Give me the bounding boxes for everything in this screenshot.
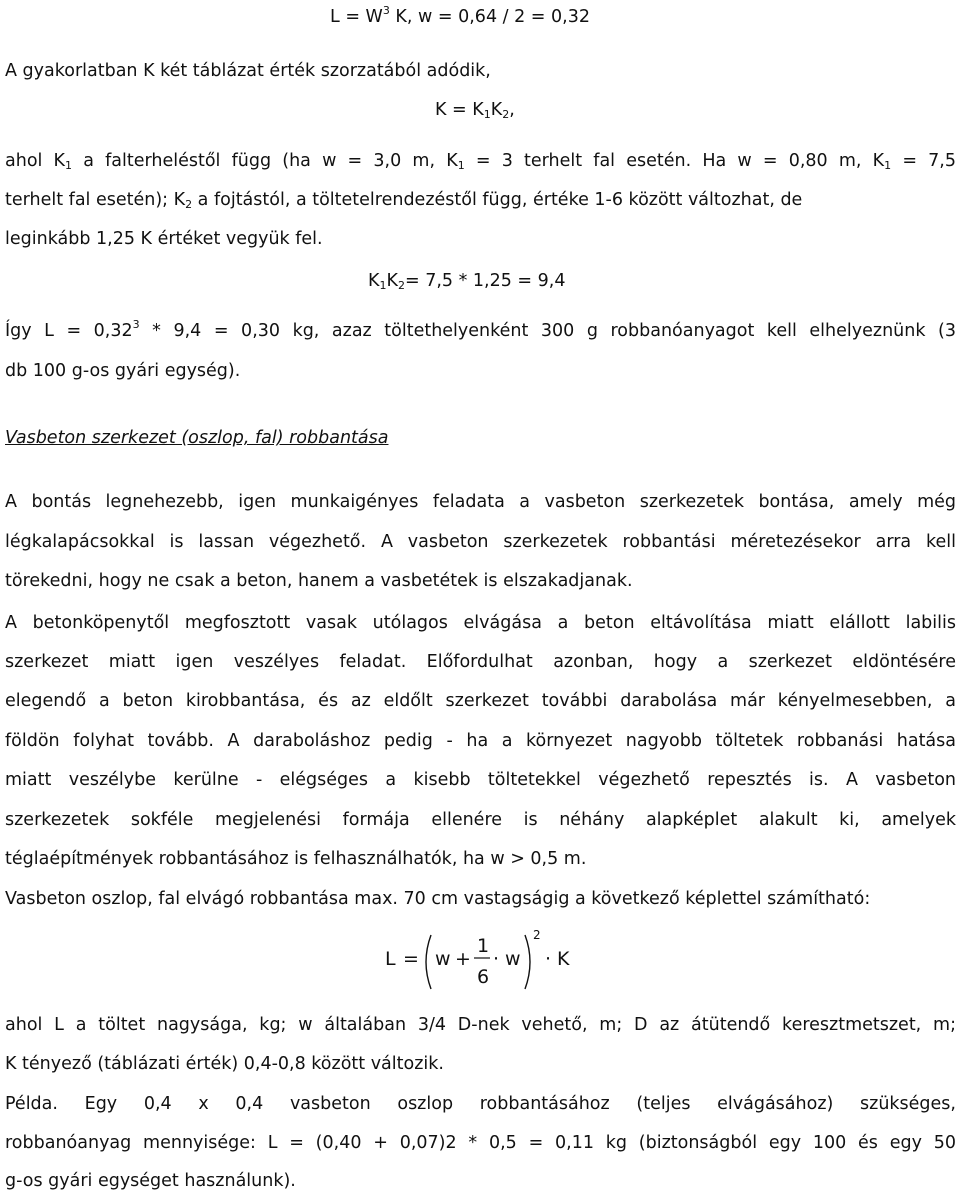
section-title: Vasbeton szerkezet (oszlop, fal) robbantása	[5, 428, 389, 448]
p3-text-b: * 9,4 = 0,30 kg, azaz töltethelyenként 300 g robbanóanyagot kell elhelyeznünk (3	[139, 321, 956, 341]
paragraph-8-line-2: robbanóanyag mennyisége: L = (0,40 + 0,07)2 * 0,5 = 0,11 kg (biztonságból egy 100 és egy 50	[5, 1133, 956, 1153]
paragraph-5-line-1: A betonköpenytől megfosztott vasak utólagos elvágása a beton eltávolítása miatt elállott labilis	[5, 613, 956, 633]
p3-text-a: Így L = 0,32	[5, 321, 133, 341]
p2-text-b: a falterheléstől függ (ha w = 3,0 m, K	[72, 151, 458, 171]
header-formula-exponent: 3	[382, 4, 390, 17]
k12-k2: K	[386, 271, 398, 291]
paragraph-5-line-4: földön folyhat tovább. A daraboláshoz pedig - ha a környezet nagyobb töltetek robbanási hatása	[5, 731, 956, 751]
formula-dot-2: ·	[545, 948, 552, 970]
k-formula-k: K = K	[435, 100, 484, 120]
paragraph-4-line-3: törekedni, hogy ne csak a beton, hanem a vasbetétek is elszakadjanak.	[5, 571, 633, 591]
formula-w1: w	[435, 948, 451, 970]
formula-K: K	[557, 948, 570, 970]
formula-denominator: 6	[477, 966, 490, 988]
k12-sub2: 2	[397, 279, 405, 292]
header-formula-left: L = W	[330, 7, 383, 27]
p2-line2-sub: 2	[185, 198, 193, 211]
paragraph-1: A gyakorlatban K két táblázat érték szorzatából adódik,	[5, 61, 491, 81]
k12-sub1: 1	[379, 279, 387, 292]
formula-exponent: 2	[533, 928, 541, 942]
k-formula-sub2: 2	[502, 108, 510, 121]
formula-equals: =	[403, 948, 419, 970]
k-formula-k2: K	[490, 100, 503, 120]
formula-plus: +	[455, 948, 471, 970]
p2-sub-a: 1	[65, 159, 73, 172]
paragraph-3-line-2: db 100 g-os gyári egység).	[5, 361, 241, 381]
k-formula-sub1: 1	[483, 108, 491, 121]
p2-line2-a: terhelt fal esetén); K	[5, 190, 186, 210]
p2-text-d: = 7,5	[891, 151, 956, 171]
paragraph-5-line-2: szerkezet miatt igen veszélyes feladat. Előfordulhat azonban, hogy a szerkezet eldöntésére	[5, 652, 956, 672]
paragraph-5-line-7: téglaépítmények robbantásához is felhasználhatók, ha w > 0,5 m.	[5, 849, 587, 869]
k12-formula	[368, 270, 566, 292]
formula-w2: w	[505, 948, 521, 970]
p3-exponent: 3	[132, 318, 140, 331]
paragraph-6: Vasbeton oszlop, fal elvágó robbantása max. 70 cm vastagságig a következő képlettel számítható:	[5, 889, 871, 909]
paragraph-3-line-1	[5, 320, 956, 342]
formula-left-paren	[426, 935, 431, 989]
k-formula-end: ,	[509, 100, 515, 120]
paragraph-2-line-3: leginkább 1,25 K értéket vegyük fel.	[5, 229, 323, 249]
p2-sub-c: 1	[884, 159, 892, 172]
paragraph-5-line-3: elegendő a beton kirobbantása, és az eldőlt szerkezet további darabolása már kényelmesebben, a	[5, 691, 956, 711]
main-formula	[385, 925, 585, 995]
k12-result: = 7,5 * 1,25 = 9,4	[404, 271, 566, 291]
paragraph-5-line-6: szerkezetek sokféle megjelenési formája ellenére is néhány alapképlet alakult ki, amelyek	[5, 810, 956, 830]
paragraph-5-line-5: miatt veszélybe kerülne - elégséges a kisebb töltetekkel végezhető repesztés is. A vasbeton	[5, 770, 956, 790]
paragraph-8-line-3: g-os gyári egységet használunk).	[5, 1171, 296, 1191]
paragraph-2-line-1	[5, 150, 956, 172]
p2-line2-b: a fojtástól, a töltetelrendezéstől függ, értéke 1-6 között változhat, de	[192, 190, 803, 210]
k-product-formula	[435, 99, 515, 121]
p2-text-c: = 3 terhelt fal esetén. Ha w = 0,80 m, K	[464, 151, 885, 171]
paragraph-8-line-1: Példa. Egy 0,4 x 0,4 vasbeton oszlop robbantásához (teljes elvágásához) szükséges,	[5, 1094, 956, 1114]
paragraph-7-line-1: ahol L a töltet nagysága, kg; w általában 3/4 D-nek vehető, m; D az átütendő keresztmetszet, m;	[5, 1015, 956, 1035]
formula-L: L	[385, 948, 396, 970]
main-formula-svg	[385, 925, 585, 995]
header-formula	[330, 6, 590, 28]
formula-numerator: 1	[477, 935, 490, 957]
formula-dot: ·	[493, 948, 500, 970]
paragraph-4-line-2: légkalapácsokkal is lassan végezhető. A vasbeton szerkezetek robbantási méretezésekor arra kell	[5, 532, 956, 552]
paragraph-7-line-2: K tényező (táblázati érték) 0,4-0,8 között változik.	[5, 1054, 444, 1074]
p2-text-a: ahol K	[5, 151, 66, 171]
p2-sub-b: 1	[457, 159, 465, 172]
formula-right-paren	[525, 935, 530, 989]
k12-k1: K	[368, 271, 380, 291]
paragraph-4-line-1: A bontás legnehezebb, igen munkaigényes feladata a vasbeton szerkezetek bontása, amely még	[5, 492, 956, 512]
paragraph-2-line-2	[5, 189, 802, 211]
header-formula-right: K, w = 0,64 / 2 = 0,32	[389, 7, 590, 27]
